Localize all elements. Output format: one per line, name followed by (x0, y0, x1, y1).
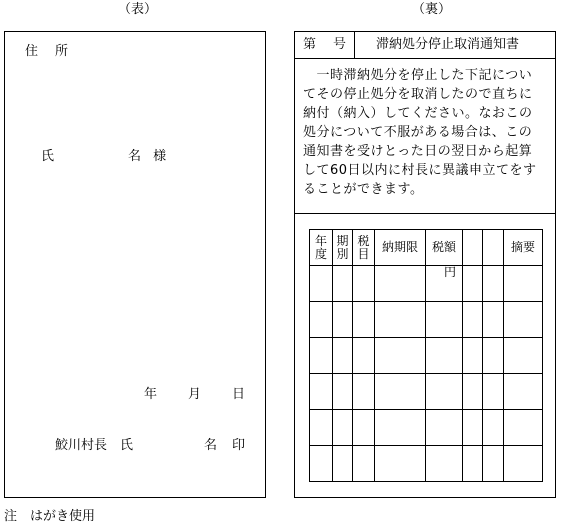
body-line: して60日以内に村長に異議申立てをす (303, 163, 537, 178)
footnote: 注 はがき使用 (4, 509, 96, 524)
title-divider (294, 58, 556, 59)
header-tax-item: 税目 (353, 230, 375, 266)
table-row (310, 266, 543, 302)
address-label: 住 所 (25, 44, 71, 59)
body-divider (294, 213, 556, 214)
header-amount: 税額 (426, 230, 463, 266)
body-line: てその停止処分を取消したので直ちに (303, 87, 533, 102)
front-heading: （表） (118, 2, 158, 17)
header-year: 年度 (310, 230, 333, 266)
back-heading: （裏） (412, 2, 452, 17)
seal-mark: 印 (232, 438, 246, 453)
yen-unit: 円 (426, 266, 463, 302)
name-suffix: 名 様 (128, 149, 171, 164)
number-divider (354, 31, 355, 58)
body-line: 一時滞納処分を停止した下記につい (303, 68, 533, 83)
name-label: 氏 (41, 149, 55, 164)
header-blank-2 (483, 230, 504, 266)
date-day: 日 (232, 387, 246, 402)
body-line: 処分について不服がある場合は、この (303, 125, 533, 140)
date-year: 年 (144, 387, 158, 402)
table-row (310, 338, 543, 374)
body-line: ることができます。 (303, 182, 424, 197)
header-remarks: 摘要 (504, 230, 543, 266)
date-month: 月 (188, 387, 202, 402)
header-blank-1 (463, 230, 483, 266)
notice-title: 滞納処分停止取消通知書 (376, 37, 520, 52)
table-header-row (310, 230, 543, 266)
body-line: 通知書を受けとった日の翌日から起算 (303, 144, 533, 159)
tax-table (309, 229, 543, 482)
notice-body (303, 66, 553, 199)
table-row (310, 374, 543, 410)
header-due-date: 納期限 (375, 230, 426, 266)
issuer-name-label: 名 (204, 438, 218, 453)
issuer-label: 鮫川村長 氏 (55, 438, 134, 453)
table-row (310, 410, 543, 446)
front-card (4, 31, 266, 498)
table-row (310, 302, 543, 338)
header-period: 期別 (333, 230, 353, 266)
number-label: 第 号 (303, 37, 349, 52)
body-line: 納付（納入）してください。なおこの (303, 106, 533, 121)
table-row (310, 446, 543, 482)
